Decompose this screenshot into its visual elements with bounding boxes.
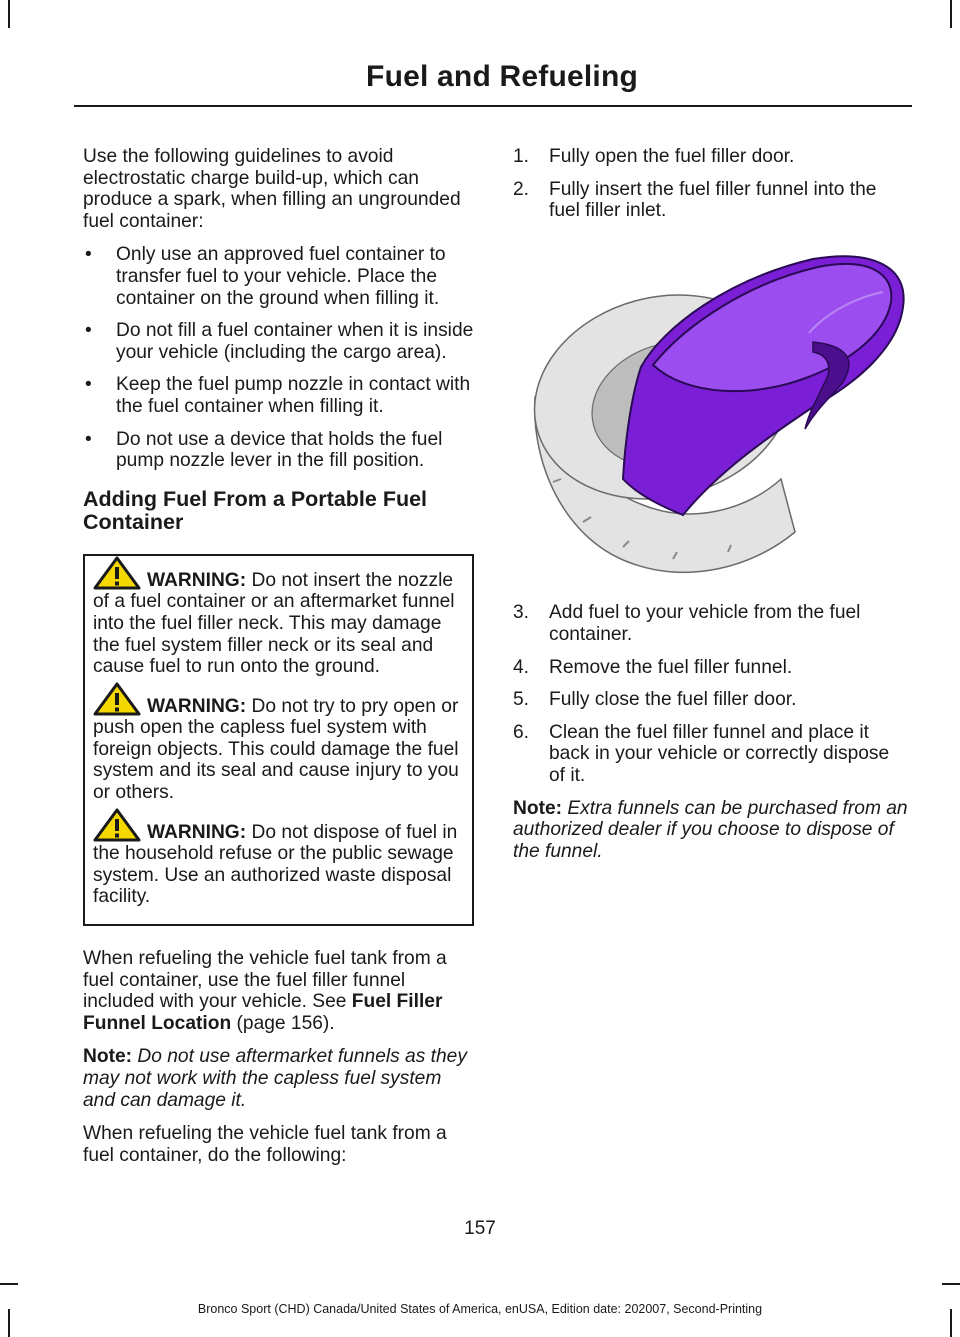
step-text: Fully open the fuel filler door. [549, 146, 795, 167]
section-heading: Adding Fuel From a Portable Fuel Container [83, 486, 428, 534]
left-column [83, 146, 474, 1178]
step-text: Clean the fuel filler funnel and place it back in your vehicle or correctly dispose of it. [549, 721, 890, 786]
page-number: 157 [464, 1218, 496, 1239]
warning-item [93, 696, 464, 804]
funnel-illustration [513, 247, 909, 583]
warning-triangle-icon [93, 808, 141, 842]
step-text: Fully insert the fuel filler funnel into the fuel filler inlet. [549, 178, 877, 222]
page-title: Fuel and Refueling [366, 60, 638, 93]
step-item [513, 689, 909, 711]
note-label: Note: [83, 1046, 133, 1068]
paragraph-text: (page 156). [231, 1012, 335, 1034]
list-item-text: Only use an approved fuel container to transfer fuel to your vehicle. Place the container on the ground when filling it. [116, 244, 446, 309]
step-number: 4. [513, 656, 530, 678]
warning-text: Do not insert the nozzle of a fuel container or an aftermarket funnel into the fuel filler neck. This may damage the fuel system filler neck or its seal and cause fuel to run onto the ground. [93, 569, 455, 678]
list-item-text: Do not fill a fuel container when it is inside your vehicle (including the cargo area). [116, 320, 474, 363]
list-item [83, 244, 474, 309]
step-text: Fully close the fuel filler door. [549, 689, 797, 711]
list-item [83, 374, 474, 417]
intro-paragraph: Use the following guidelines to avoid electrostatic charge build-up, which can produce a spark, when filling an ungrounded fuel container: [83, 146, 461, 232]
step-item [513, 657, 909, 679]
procedure-intro: When refueling the vehicle fuel tank from a fuel container, do the following: [83, 1123, 447, 1166]
right-column [513, 146, 909, 874]
steps-list [513, 146, 909, 222]
warning-text: Do not try to pry open or push open the capless fuel system with foreign objects. This could damage the fuel system and its seal and cause injury to you or others. [93, 695, 459, 804]
warning-label: WARNING: [147, 821, 247, 843]
funnel-paragraph [83, 948, 474, 1034]
warning-box [83, 554, 474, 926]
note-text: Extra funnels can be purchased from an authorized dealer if you choose to dispose of the funnel. [513, 797, 908, 862]
list-item-text: Do not use a device that holds the fuel pump nozzle lever in the fill position. [116, 428, 443, 472]
note-label: Note: [513, 797, 563, 819]
step-item [513, 146, 909, 168]
steps-list [513, 602, 909, 786]
warning-item [93, 570, 464, 678]
bullet-marker: • [85, 428, 92, 450]
crop-mark [942, 1283, 960, 1285]
guideline-list [83, 244, 474, 471]
note [83, 1046, 474, 1111]
step-text: Remove the fuel filler funnel. [549, 656, 793, 678]
step-number: 3. [513, 602, 530, 624]
step-number: 5. [513, 689, 530, 711]
warning-text: Do not dispose of fuel in the household refuse or the public sewage system. Use an authorized waste disposal facility. [93, 821, 458, 908]
step-number: 6. [513, 721, 530, 743]
cross-reference-link[interactable]: Fuel Filler Funnel Location [83, 991, 443, 1034]
bullet-marker: • [85, 320, 92, 342]
list-item-text: Keep the fuel pump nozzle in contact with the fuel container when filling it. [116, 374, 471, 417]
warning-triangle-icon [93, 682, 141, 716]
step-item [513, 722, 909, 787]
step-text: Add fuel to your vehicle from the fuel container. [549, 602, 861, 645]
header-rule [74, 105, 912, 107]
footer-edition-info: Bronco Sport (CHD) Canada/United States of America, enUSA, Edition date: 202007, Second-Printing [197, 1302, 763, 1316]
step-item [513, 179, 909, 222]
bullet-marker: • [85, 374, 92, 396]
warning-label: WARNING: [147, 695, 247, 717]
step-number: 2. [513, 178, 530, 200]
crop-mark [8, 0, 10, 28]
warning-item [93, 822, 464, 908]
note [513, 798, 909, 863]
note-text: Do not use aftermarket funnels as they may not work with the capless fuel system and can damage it. [83, 1046, 467, 1111]
step-number: 1. [513, 146, 530, 167]
list-item [83, 320, 474, 363]
bullet-marker: • [85, 244, 92, 266]
step-item [513, 602, 909, 645]
list-item [83, 429, 474, 472]
crop-mark [0, 1283, 18, 1285]
warning-label: WARNING: [147, 569, 247, 591]
crop-mark [950, 0, 952, 28]
warning-triangle-icon [93, 556, 141, 590]
paragraph-text: When refueling the vehicle fuel tank from a fuel container, use the fuel filler funnel included with your vehicle. See [83, 948, 447, 1013]
